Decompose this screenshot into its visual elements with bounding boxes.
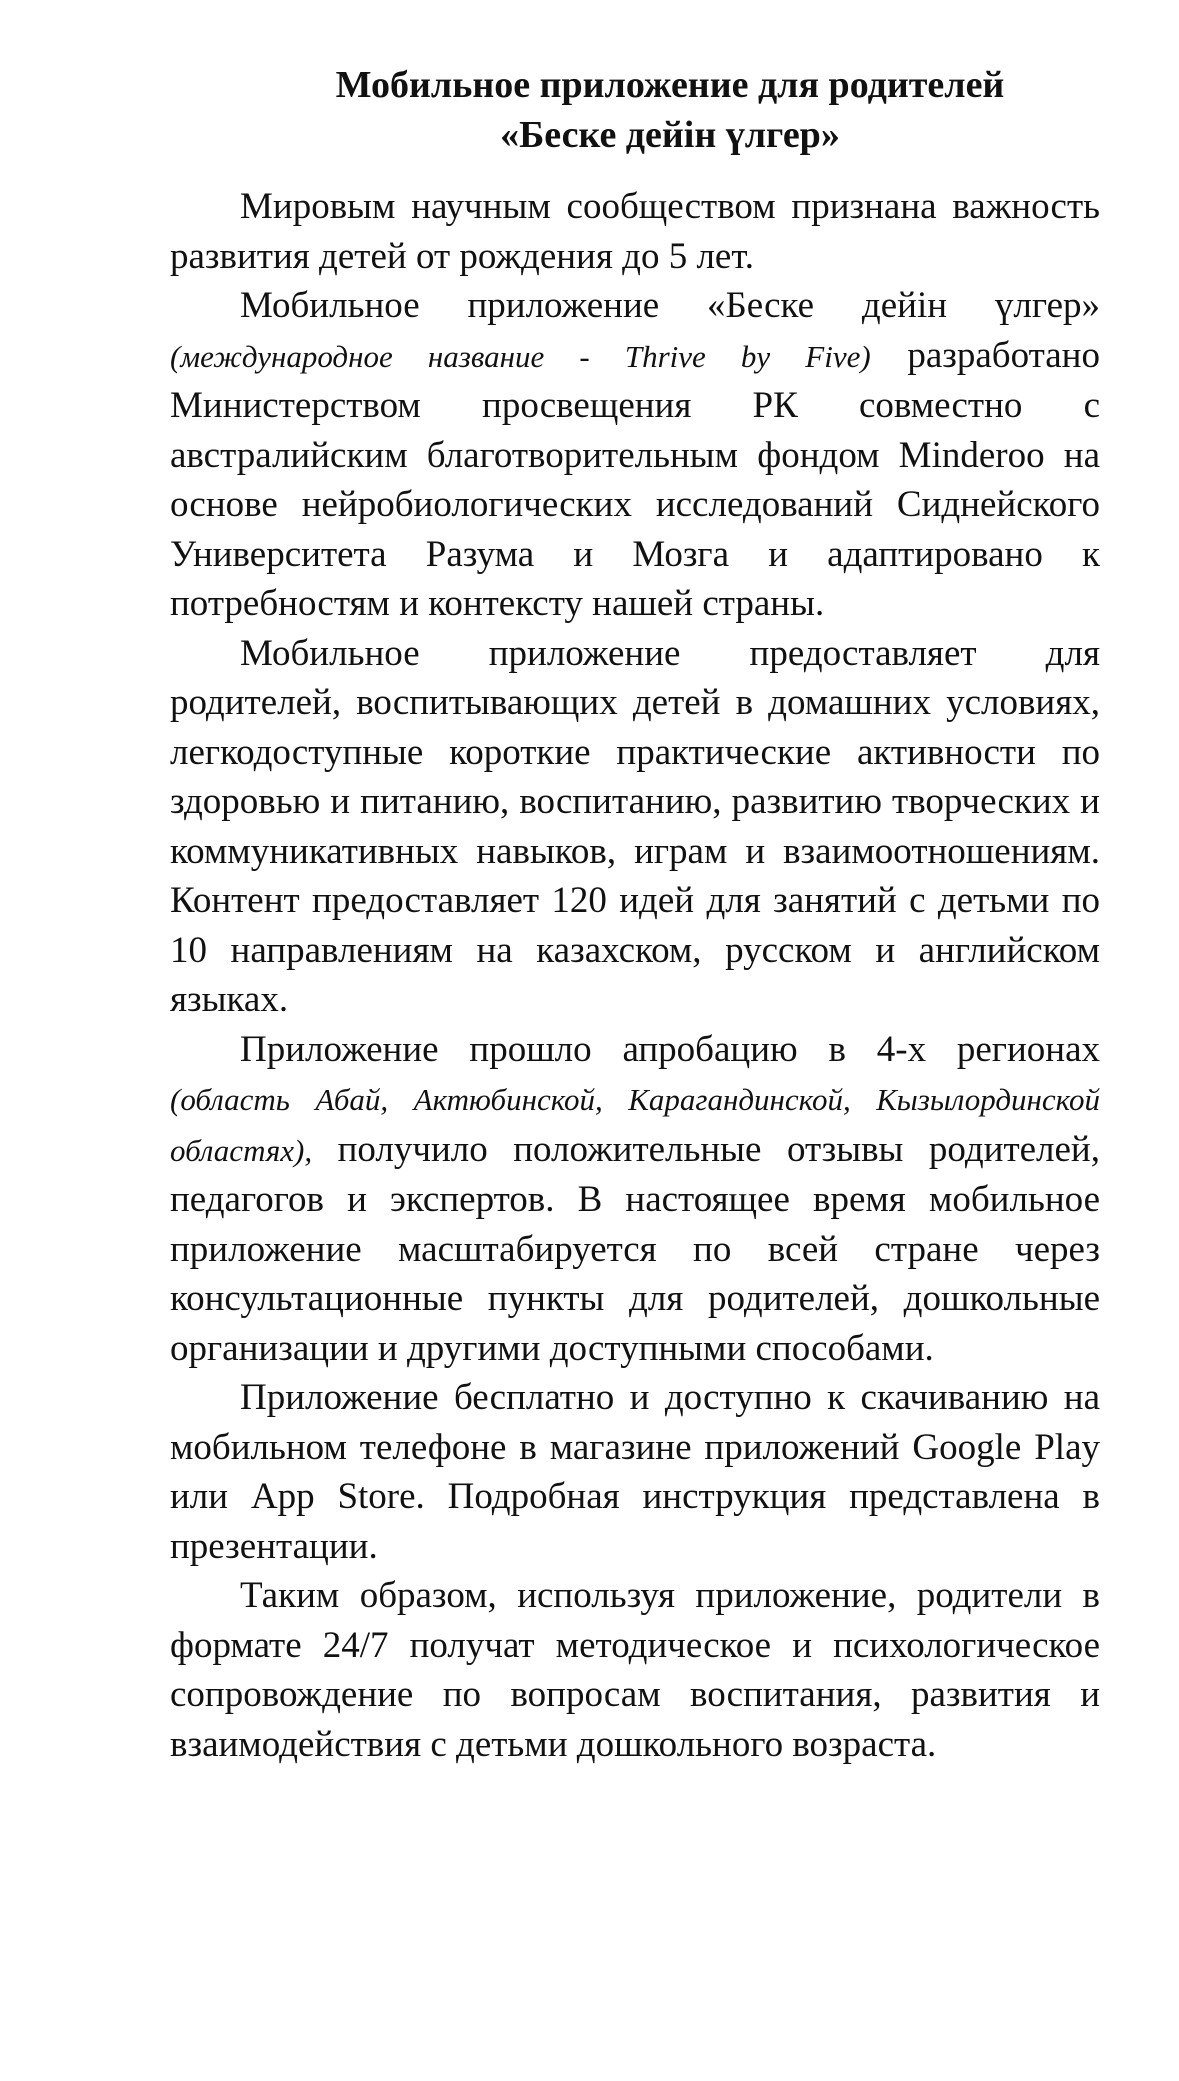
paragraph-4-text-start: Приложение прошло апробацию в 4-х регионах — [240, 1028, 1100, 1070]
paragraph-2-text-end: разработано Министерством просвещения РК совместно с австралийским благотворительным фондом Minderoo на основе нейробиологических исследований Сиднейского Университета Разума и Мозга и адаптировано к потребностям и контексту нашей страны. — [170, 334, 1100, 624]
title-line-1: Мобильное приложение для родителей — [335, 64, 1005, 106]
paragraph-2 — [170, 281, 1100, 629]
document-page — [170, 60, 1100, 1769]
paragraph-6: Таким образом, используя приложение, родители в формате 24/7 получат методическое и психологическое сопровождение по вопросам воспитания, развития и взаимодействия с детьми дошкольного возраста. — [170, 1575, 1100, 1765]
paragraph-4-text-end: получило положительные отзывы родителей, педагогов и экспертов. В настоящее время мобильное приложение масштабируется по всей стране через консультационные пункты для родителей, дошкольные организации и другими доступными способами. — [170, 1128, 1100, 1369]
paragraph-1: Мировым научным сообществом признана важность развития детей от рождения до 5 лет. — [170, 186, 1100, 277]
title-line-2: «Беске дейін үлгер» — [500, 114, 840, 156]
paragraph-3: Мобильное приложение предоставляет для родителей, воспитывающих детей в домашних условиях, легкодоступные короткие практические активности по здоровью и питанию, воспитанию, развитию творческих и коммуникативных навыков, играм и взаимоотношениям. Контент предоставляет 120 идей для занятий с детьми по 10 направлениям на казахском, русском и английском языках. — [170, 632, 1100, 1020]
paragraph-5: Приложение бесплатно и доступно к скачиванию на мобильном телефоне в магазине приложений Google Play или App Store. Подробная инструкция представлена в презентации. — [170, 1377, 1100, 1567]
paragraph-4 — [170, 1025, 1100, 1374]
paragraph-4-italic-note: (область Абай, Актюбинской, Карагандинской, Кызылординской областях), — [170, 1082, 1100, 1168]
paragraph-2-text-start: Мобильное приложение «Беске дейін үлгер» — [240, 285, 1100, 326]
paragraph-2-italic-note: (международное название - Thrive by Five) — [170, 338, 871, 374]
document-title — [170, 60, 1100, 160]
